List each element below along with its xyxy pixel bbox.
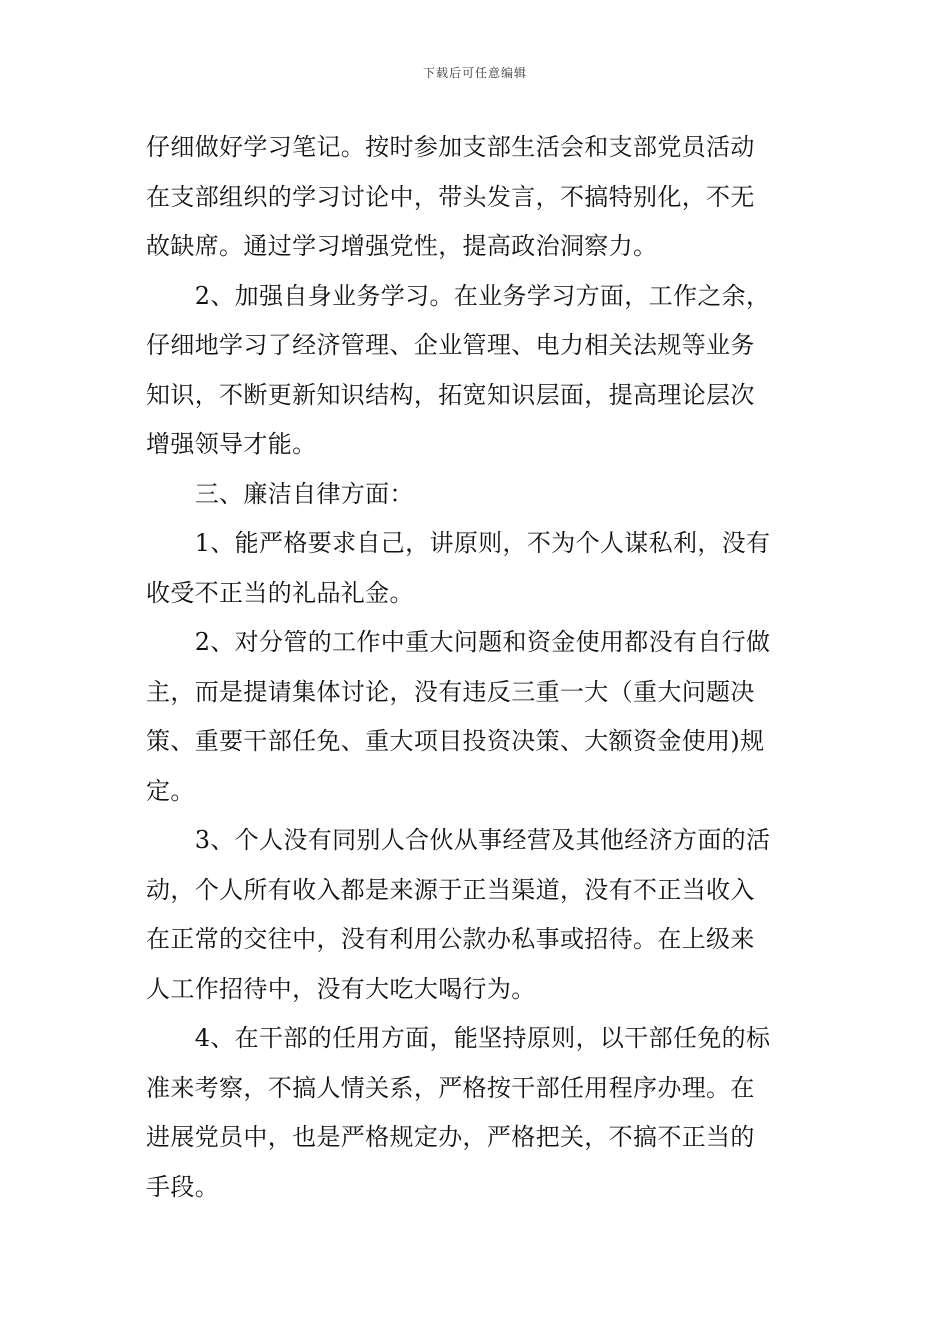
text-line: 进展党员中，也是严格规定办，严格把关，不搞不正当的: [146, 1123, 755, 1151]
text-line: 收受不正当的礼品礼金。: [146, 578, 414, 607]
document-body: [146, 123, 808, 1212]
text-line: 主，而是提请集体讨论，没有违反三重一大（重大问题决: [146, 677, 755, 706]
section-heading: 三、廉洁自律方面：: [146, 479, 414, 508]
text-line: 动，个人所有收入都是来源于正当渠道，没有不正当收入: [146, 875, 755, 904]
text-line: 2、加强自身业务学习。在业务学习方面，工作之余，: [146, 281, 771, 310]
text-line: 2、对分管的工作中重大问题和资金使用都没有自行做: [146, 628, 771, 656]
text-line: 在支部组织的学习讨论中，带头发言，不搞特别化，不无: [146, 182, 755, 211]
text-line: 仔细地学习了经济管理、企业管理、电力相关法规等业务: [146, 331, 755, 359]
text-line: 3、个人没有同别人合伙从事经营及其他经济方面的活: [146, 826, 771, 854]
text-line: 手段。: [146, 1172, 220, 1201]
text-line: 准来考察，不搞人情关系，严格按干部任用程序办理。在: [146, 1073, 755, 1102]
text-line: 4、在干部的任用方面，能坚持原则，以干部任免的标: [146, 1024, 771, 1052]
text-line: 故缺席。通过学习增强党性，提高政治洞察力。: [146, 232, 658, 260]
text-line: 增强领导才能。: [146, 430, 317, 458]
text-line: 仔细做好学习笔记。按时参加支部生活会和支部党员活动: [146, 133, 755, 161]
text-line: 在正常的交往中，没有利用公款办私事或招待。在上级来: [146, 925, 755, 953]
text-line: 人工作招待中，没有大吃大喝行为。: [146, 974, 536, 1003]
text-line: 知识，不断更新知识结构，拓宽知识层面，提高理论层次: [146, 380, 755, 409]
text-line: 1、能严格要求自己，讲原则，不为个人谋私利，没有: [146, 529, 771, 557]
text-line: 定。: [146, 776, 195, 805]
page-header: 下载后可任意编辑: [422, 66, 527, 80]
text-line: 策、重要干部任免、重大项目投资决策、大额资金使用)规: [146, 727, 765, 755]
